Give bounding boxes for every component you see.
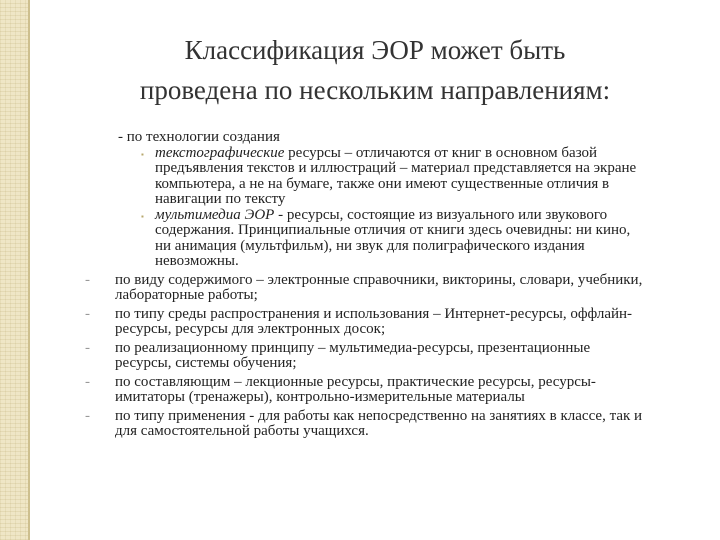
- list-item-text: по виду содержимого – электронные справочники, викторины, словари, учебники, лабораторные работы;: [115, 271, 643, 303]
- list-item-distribution: [85, 307, 645, 338]
- list-item-content-type: [85, 273, 645, 304]
- slide-title: [80, 30, 670, 110]
- decorative-border: [0, 0, 28, 540]
- title-line-2: проведена по нескольким направлениям:: [139, 75, 611, 105]
- list-item-implementation: [85, 341, 645, 372]
- dash-bullet-icon: -: [85, 305, 90, 322]
- subheading-technology: - по технологии создания: [118, 129, 280, 145]
- list-item-text: по реализационному принципу – мультимедиа-ресурсы, презентационные ресурсы, системы обучения;: [115, 339, 591, 371]
- list-item-text: по типу среды распространения и использования – Интернет-ресурсы, оффлайн-ресурсы, ресурсы для электронных досок;: [115, 305, 633, 337]
- sub-item-text-resources: [85, 146, 645, 208]
- dash-bullet-icon: -: [85, 339, 90, 356]
- square-bullet-icon: ▪: [141, 149, 144, 159]
- list-item-application: [85, 409, 645, 440]
- list-item-text: по типу применения - для работы как непосредственно на занятиях в классе, так и для самостоятельной работы учащихся.: [115, 407, 643, 439]
- dash-bullet-icon: -: [85, 373, 90, 390]
- square-bullet-icon: ▪: [141, 211, 144, 221]
- sub-item-multimedia: [85, 208, 645, 270]
- dash-bullet-icon: -: [85, 407, 90, 424]
- list-item-components: [85, 375, 645, 406]
- title-line-1: Классификация ЭОР может быть: [184, 35, 566, 65]
- slide-content: [85, 130, 645, 440]
- list-item-text: по составляющим – лекционные ресурсы, практические ресурсы, ресурсы-имитаторы (тренажеры), контрольно-измерительные материалы: [115, 373, 596, 405]
- sub-item-description: ресурсы – отличаются от книг в основном базой предъявления текстов и иллюстраций – материал представляется на экране компьютера, а не на бумаге, также они имеют существенные отличия в навигации по тексту: [155, 144, 637, 207]
- sub-item-description: - ресурсы, состоящие из визуального или звукового содержания. Принципиальные отличия от книги здесь очевидны: ни кино, ни анимация (мультфильм), ни звук для полиграфического издания невозможны.: [155, 206, 631, 269]
- sub-item-term: текстографические: [155, 144, 285, 161]
- dash-bullet-icon: -: [85, 271, 90, 288]
- sub-item-term: мультимедиа ЭОР: [155, 206, 275, 223]
- border-divider: [28, 0, 30, 540]
